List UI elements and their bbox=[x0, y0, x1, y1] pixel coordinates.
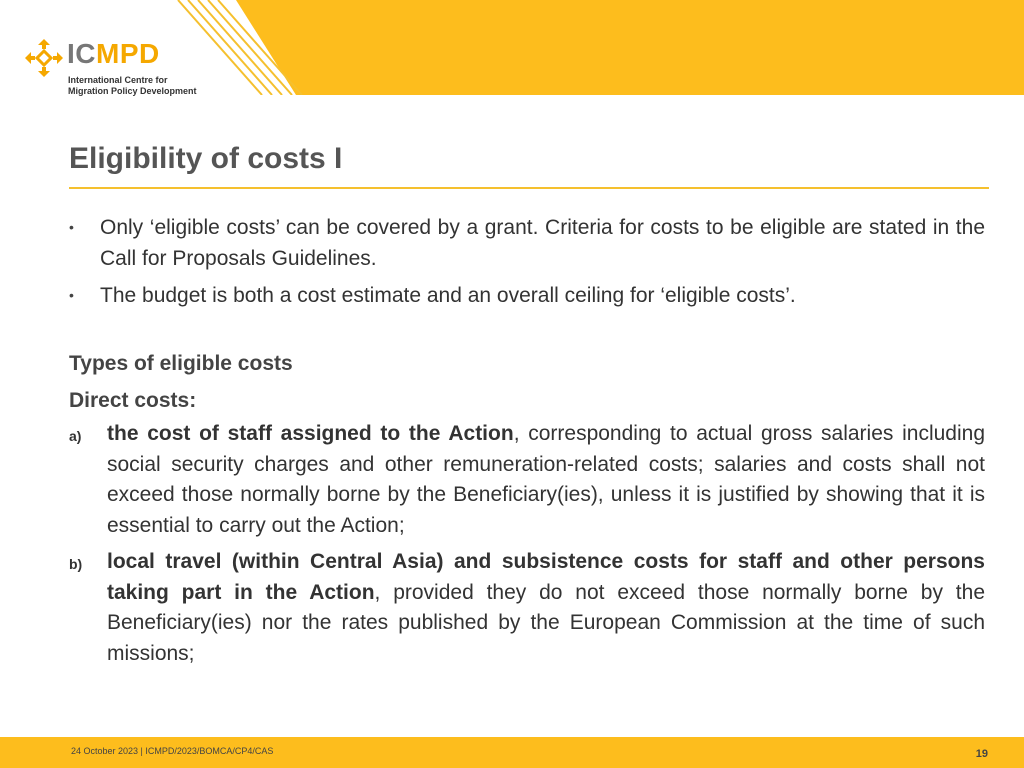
list-marker: a) bbox=[69, 428, 82, 444]
bullet-item bbox=[69, 212, 985, 274]
logo-wordmark: ICMPD bbox=[67, 38, 160, 69]
list-item bbox=[69, 419, 985, 541]
bullet-icon: • bbox=[69, 287, 74, 303]
list-marker: b) bbox=[69, 556, 83, 572]
bullet-text: The budget is both a cost estimate and an overall ceiling for ‘eligible costs’. bbox=[100, 284, 796, 307]
bullet-text: Only ‘eligible costs’ can be covered by a grant. Criteria for costs to be eligible are stated in the Call for Proposals Guidelines. bbox=[100, 216, 985, 270]
direct-costs-heading: Direct costs: bbox=[69, 389, 197, 412]
footer-reference: 24 October 2023 | ICMPD/2023/BOMCA/CP4/CAS bbox=[71, 746, 274, 756]
list-item-text: , corresponding to actual gross salaries including social security charges and other remuneration-related costs; salaries and costs shall not exceed those normally borne by the Beneficiary(ies), unless it is justified by showing that it is essential to carry out the Action; bbox=[107, 422, 985, 537]
logo-subtitle-line1: International Centre for bbox=[68, 75, 168, 85]
list-item bbox=[69, 547, 985, 669]
list-item-bold-text: the cost of staff assigned to the Action bbox=[107, 422, 514, 445]
types-heading: Types of eligible costs bbox=[69, 352, 293, 375]
title-divider bbox=[69, 187, 989, 189]
bullet-icon: • bbox=[69, 219, 74, 235]
footer-bar bbox=[0, 737, 1024, 768]
logo-subtitle bbox=[68, 75, 197, 97]
icmpd-logo-mark-icon bbox=[24, 38, 64, 78]
list-item-bold-text: local travel (within Central Asia) and subsistence costs for staff and other persons taking part in the Action bbox=[107, 550, 985, 604]
icmpd-logo bbox=[24, 38, 224, 98]
bullet-item bbox=[69, 280, 985, 311]
slide-content bbox=[69, 212, 985, 669]
list-item-text: , provided they do not exceed those normally borne by the Beneficiary(ies) nor the rates published by the European Commission at the time of such missions; bbox=[107, 580, 985, 665]
page-number: 19 bbox=[975, 748, 988, 760]
logo-subtitle-line2: Migration Policy Development bbox=[68, 86, 197, 96]
page-title: Eligibility of costs I bbox=[69, 142, 343, 175]
